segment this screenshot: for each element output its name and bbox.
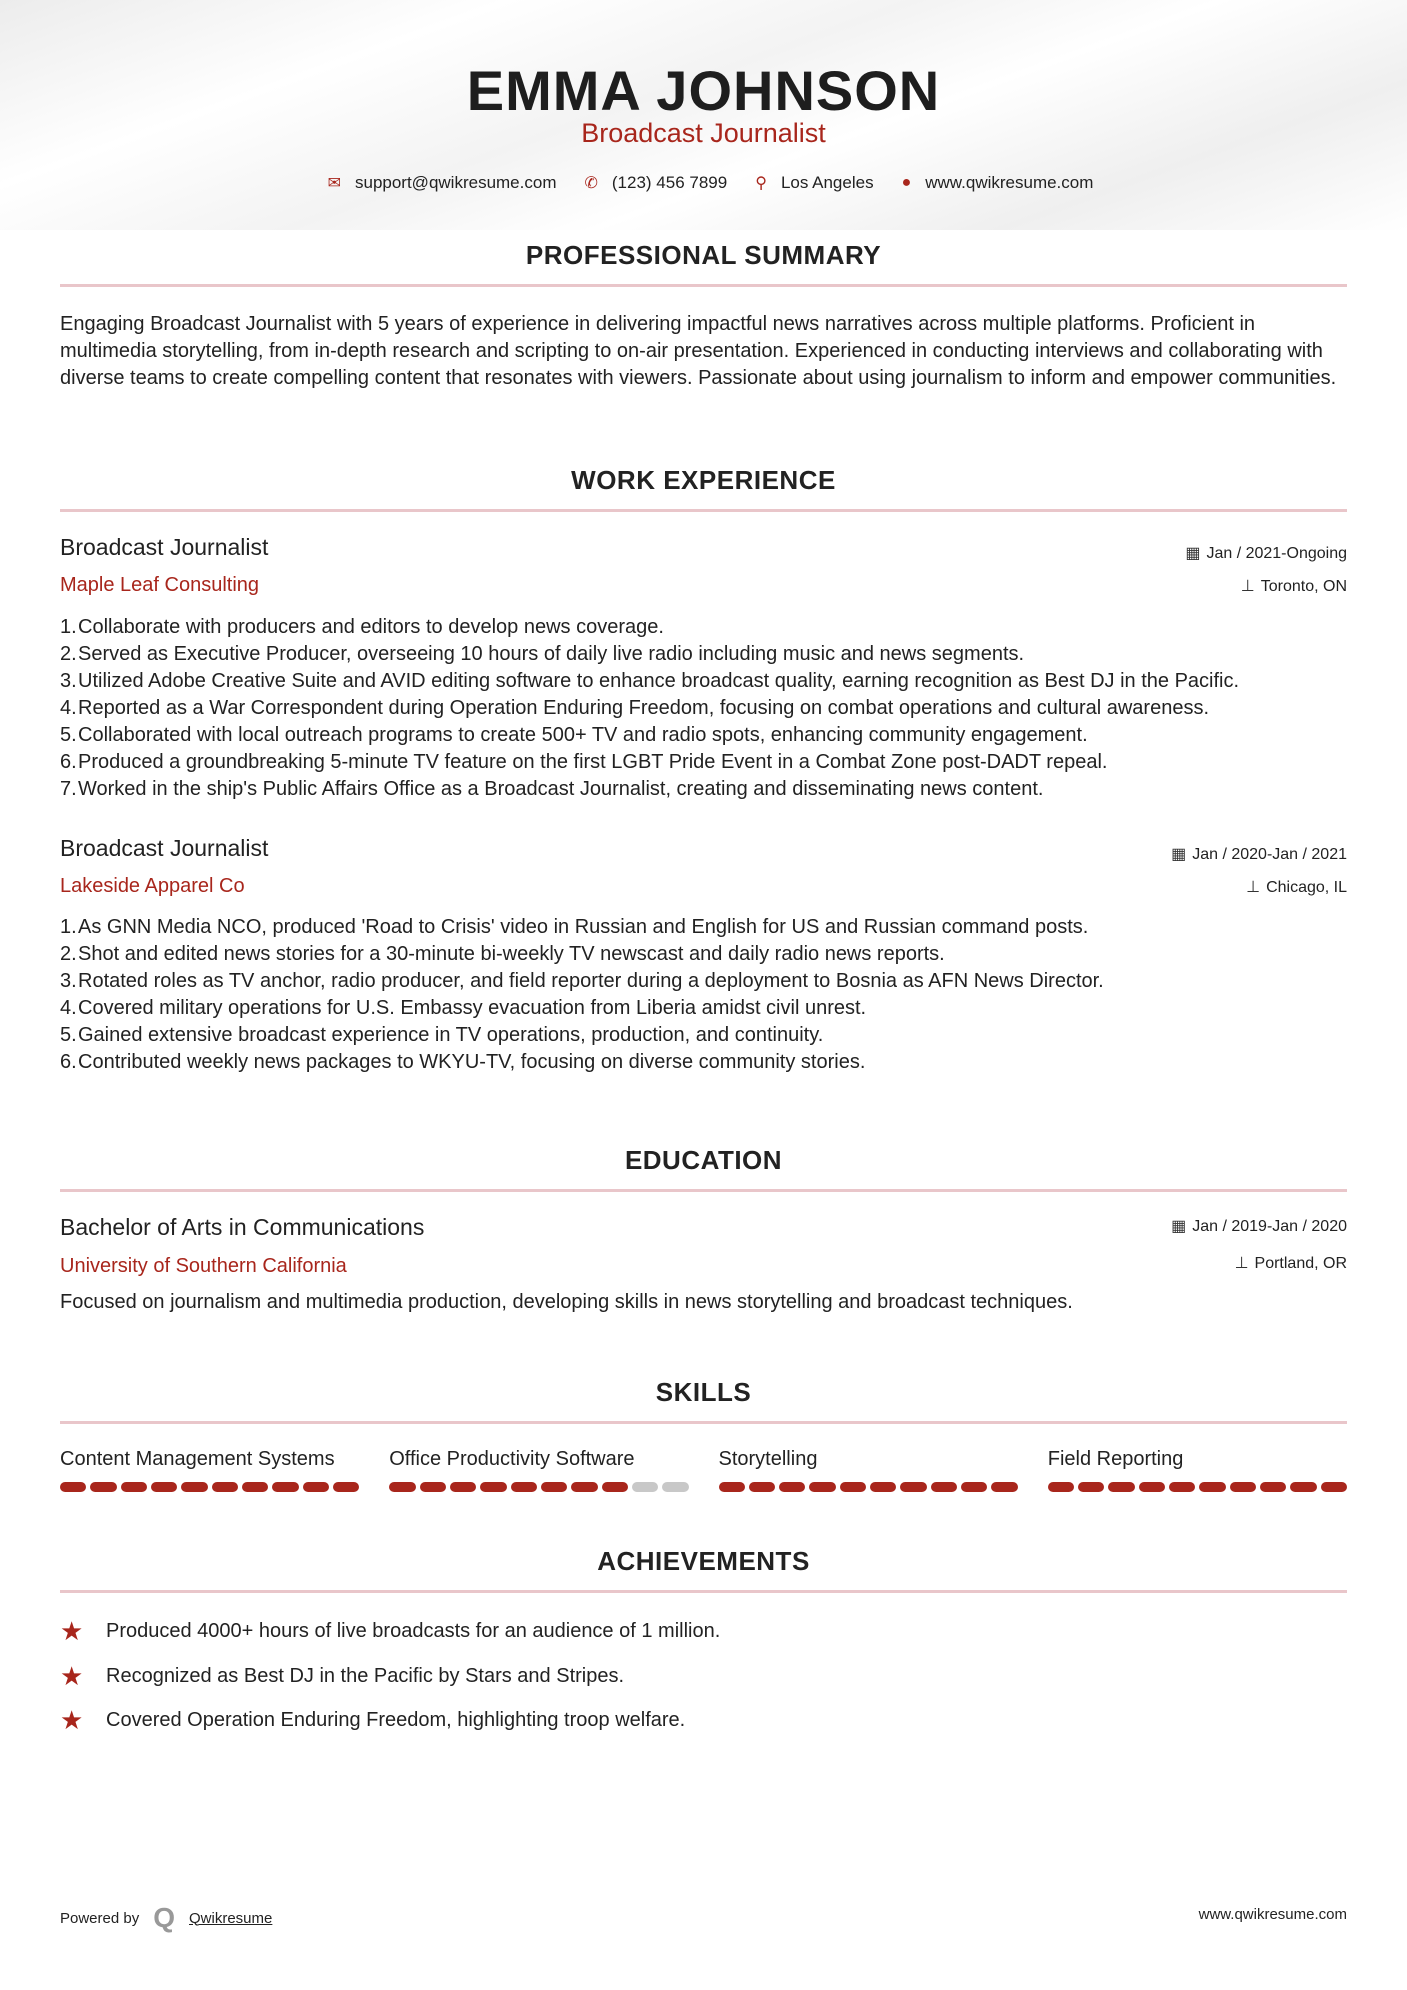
achievement-item <box>60 1616 720 1647</box>
job-dates-text: Jan / 2021-Ongoing <box>1206 545 1347 562</box>
section-heading-achievements: ACHIEVEMENTS <box>597 1546 810 1576</box>
skill-level-segment <box>1260 1482 1286 1492</box>
candidate-title: Broadcast Journalist <box>581 118 826 148</box>
skill-level-bar <box>1048 1482 1347 1492</box>
contact-bar <box>0 173 1407 193</box>
skill-item <box>60 1448 359 1492</box>
job-location <box>1241 576 1347 596</box>
skill-level-segment <box>60 1482 86 1492</box>
list-item: 2.Served as Executive Producer, overseeing 10 hours of daily live radio including music and news segments. <box>60 643 1025 665</box>
brand-link[interactable]: Qwikresume <box>189 1909 273 1927</box>
skill-level-segment <box>1169 1482 1195 1492</box>
star-icon: ★ <box>60 1616 84 1646</box>
job-bullets <box>60 614 1360 803</box>
skill-level-segment <box>420 1482 446 1492</box>
skill-level-segment <box>242 1482 268 1492</box>
phone: (123) 456 7899 <box>611 173 728 192</box>
education-description: Focused on journalism and multimedia production, developing skills in news storytelling and broadcast techniques. <box>60 1291 1073 1313</box>
skill-level-segment <box>212 1482 238 1492</box>
calendar-icon: ▦ <box>1185 545 1201 562</box>
skill-level-segment <box>1139 1482 1165 1492</box>
list-item: 6.Produced a groundbreaking 5-minute TV feature on the first LGBT Pride Event in a Combat Zone post-DADT repeal. <box>60 751 1108 773</box>
list-item: 3.Utilized Adobe Creative Suite and AVID editing software to enhance broadcast quality, earning recognition as Best DJ in the Pacific. <box>60 670 1240 692</box>
skill-level-segment <box>90 1482 116 1492</box>
skill-level-segment <box>541 1482 567 1492</box>
star-icon: ★ <box>60 1661 84 1691</box>
skill-level-segment <box>1199 1482 1225 1492</box>
website[interactable]: www.qwikresume.com <box>925 173 1094 192</box>
calendar-icon: ▦ <box>1171 1218 1187 1235</box>
skill-level-segment <box>840 1482 866 1492</box>
achievement-item <box>60 1705 685 1736</box>
skill-level-segment <box>809 1482 835 1492</box>
list-item: 6.Contributed weekly news packages to WKYU-TV, focusing on diverse community stories. <box>60 1051 866 1073</box>
skill-name: Field Reporting <box>1047 1448 1184 1470</box>
job-dates-text: Jan / 2020-Jan / 2021 <box>1192 846 1347 863</box>
section-heading-experience: WORK EXPERIENCE <box>571 465 836 495</box>
list-item: 5.Gained extensive broadcast experience in TV operations, production, and continuity. <box>60 1024 824 1046</box>
footer-website[interactable]: www.qwikresume.com <box>1198 1906 1347 1923</box>
skill-level-segment <box>900 1482 926 1492</box>
skill-level-segment <box>450 1482 476 1492</box>
degree: Bachelor of Arts in Communications <box>60 1214 425 1240</box>
skill-level-segment <box>1230 1482 1256 1492</box>
skill-level-segment <box>662 1482 688 1492</box>
list-item: 4.Covered military operations for U.S. Embassy evacuation from Liberia amidst civil unrest. <box>60 997 867 1019</box>
divider <box>60 1590 1347 1593</box>
skill-level-segment <box>480 1482 506 1492</box>
achievement-text: Recognized as Best DJ in the Pacific by Stars and Stripes. <box>106 1665 625 1687</box>
skill-name: Content Management Systems <box>60 1448 335 1470</box>
school: University of Southern California <box>60 1255 347 1277</box>
education-dates-text: Jan / 2019-Jan / 2020 <box>1192 1218 1347 1235</box>
skill-level-segment <box>749 1482 775 1492</box>
skill-level-segment <box>602 1482 628 1492</box>
skill-item <box>1048 1448 1347 1492</box>
list-item: 3.Rotated roles as TV anchor, radio producer, and field reporter during a deployment to Bosnia as AFN News Director. <box>60 970 1104 992</box>
skill-level-bar <box>389 1482 688 1492</box>
skill-name: Storytelling <box>718 1448 818 1470</box>
footer-powered <box>60 1902 272 1934</box>
skill-level-segment <box>632 1482 658 1492</box>
skill-item <box>389 1448 688 1492</box>
list-item: 5.Collaborated with local outreach programs to create 500+ TV and radio spots, enhancing community engagement. <box>60 724 1088 746</box>
job-bullets <box>60 914 1360 1076</box>
powered-by-label: Powered by <box>60 1909 140 1927</box>
list-item: 1.As GNN Media NCO, produced 'Road to Crisis' video in Russian and English for US and Russian command posts. <box>60 916 1089 938</box>
skill-item <box>719 1448 1018 1492</box>
education-dates <box>1171 1216 1347 1236</box>
achievement-text: Produced 4000+ hours of live broadcasts for an audience of 1 million. <box>106 1620 721 1642</box>
list-item: 7.Worked in the ship's Public Affairs Office as a Broadcast Journalist, creating and disseminating news content. <box>60 778 1044 800</box>
skill-level-segment <box>272 1482 298 1492</box>
skill-level-segment <box>719 1482 745 1492</box>
list-item: 1.Collaborate with producers and editors to develop news coverage. <box>60 616 664 638</box>
job-title: Broadcast Journalist <box>60 534 269 560</box>
skill-name: Office Productivity Software <box>389 1448 635 1470</box>
skill-level-segment <box>1321 1482 1347 1492</box>
list-item: 4.Reported as a War Correspondent during Operation Enduring Freedom, focusing on combat operations and cultural awareness. <box>60 697 1210 719</box>
skill-level-segment <box>870 1482 896 1492</box>
globe-icon: ● <box>901 174 912 191</box>
skill-level-segment <box>1108 1482 1134 1492</box>
phone-icon: ✆ <box>584 175 598 192</box>
summary-text: Engaging Broadcast Journalist with 5 years of experience in delivering impactful news narratives across multiple platforms. Proficient in multimedia storytelling, from in-depth research and scripting to on-air presentation. Experienced in conducting interviews and collaborating with diverse teams to create compelling content that resonates with viewers. Passionate about using journalism to inform and empower communities. <box>60 313 1337 389</box>
email-icon: ✉ <box>327 175 341 192</box>
star-icon: ★ <box>60 1705 84 1735</box>
section-heading-education: EDUCATION <box>624 1145 783 1175</box>
job-title: Broadcast Journalist <box>60 835 269 861</box>
skill-level-segment <box>779 1482 805 1492</box>
skill-level-segment <box>931 1482 957 1492</box>
location: Los Angeles <box>780 173 874 192</box>
divider <box>60 509 1347 512</box>
education-location <box>1235 1253 1347 1273</box>
job-dates <box>1171 844 1347 864</box>
skill-level-segment <box>1048 1482 1074 1492</box>
section-heading-skills: SKILLS <box>655 1377 752 1407</box>
skill-level-segment <box>961 1482 987 1492</box>
skill-level-segment <box>991 1482 1017 1492</box>
list-item: 2.Shot and edited news stories for a 30-minute bi-weekly TV newscast and daily radio news reports. <box>60 943 945 965</box>
education-location-text: Portland, OR <box>1254 1255 1347 1272</box>
location-pin-icon: ⚲ <box>755 175 767 192</box>
job-location-text: Chicago, IL <box>1266 879 1347 896</box>
pin-icon: ⊥ <box>1234 1255 1249 1272</box>
pin-icon: ⊥ <box>1240 578 1255 595</box>
job-dates <box>1185 543 1347 563</box>
divider <box>60 1189 1347 1192</box>
skill-level-segment <box>511 1482 537 1492</box>
skill-level-bar <box>60 1482 359 1492</box>
skill-level-segment <box>181 1482 207 1492</box>
skill-level-segment <box>333 1482 359 1492</box>
skill-level-segment <box>303 1482 329 1492</box>
achievement-text: Covered Operation Enduring Freedom, highlighting troop welfare. <box>106 1709 686 1731</box>
section-heading-summary: PROFESSIONAL SUMMARY <box>525 240 882 270</box>
calendar-icon: ▦ <box>1171 846 1187 863</box>
skill-level-segment <box>121 1482 147 1492</box>
pin-icon: ⊥ <box>1246 879 1261 896</box>
divider <box>60 284 1347 287</box>
job-company: Maple Leaf Consulting <box>60 574 260 596</box>
skill-level-bar <box>719 1482 1018 1492</box>
candidate-name: EMMA JOHNSON <box>466 59 941 122</box>
skill-level-segment <box>389 1482 415 1492</box>
qwikresume-logo-icon: Q <box>153 1902 175 1933</box>
job-company: Lakeside Apparel Co <box>60 875 245 897</box>
email[interactable]: support@qwikresume.com <box>354 173 557 192</box>
job-location <box>1246 877 1347 897</box>
skills-list <box>60 1448 1347 1492</box>
divider <box>60 1421 1347 1424</box>
achievement-item <box>60 1661 624 1692</box>
skill-level-segment <box>1078 1482 1104 1492</box>
job-location-text: Toronto, ON <box>1260 578 1347 595</box>
skill-level-segment <box>1290 1482 1316 1492</box>
skill-level-segment <box>571 1482 597 1492</box>
skill-level-segment <box>151 1482 177 1492</box>
